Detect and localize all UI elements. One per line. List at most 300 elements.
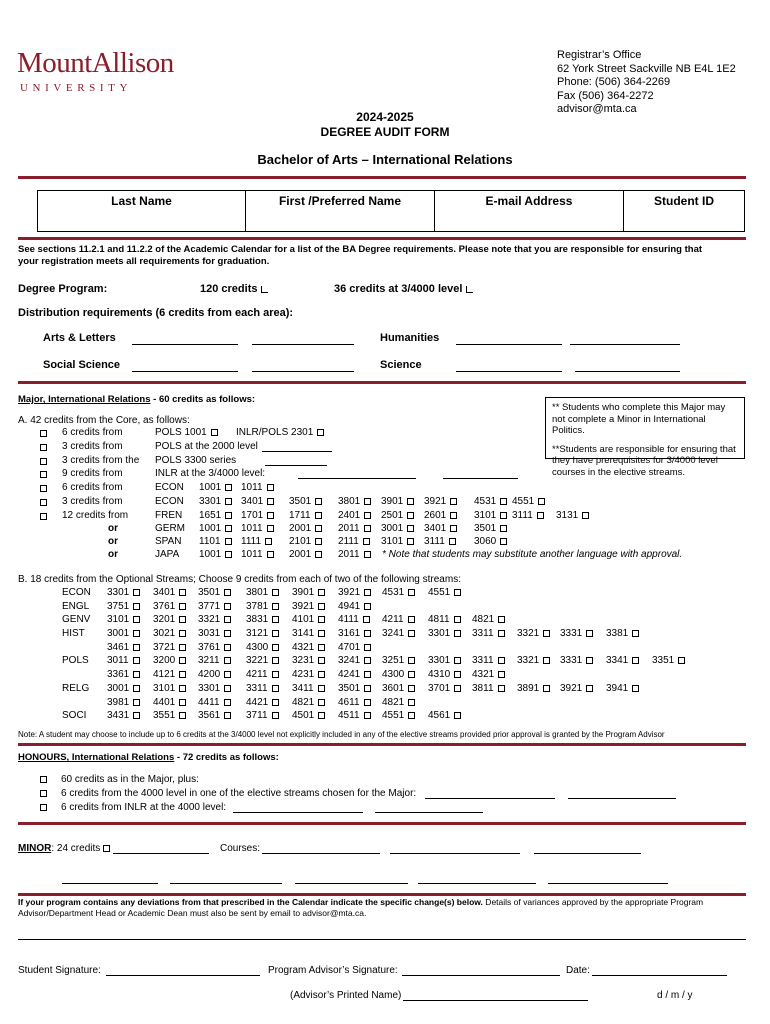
checkbox-icon[interactable] (265, 538, 272, 545)
arts-input-1[interactable] (132, 344, 238, 345)
checkbox-icon[interactable] (315, 525, 322, 532)
checkbox-icon[interactable] (318, 685, 325, 692)
checkbox-icon[interactable] (272, 644, 279, 651)
checkbox-icon[interactable] (40, 444, 47, 451)
checkbox-icon[interactable] (133, 671, 140, 678)
minor-course-input[interactable] (262, 853, 380, 854)
course-item: 3781 (246, 601, 279, 612)
course-item: 3921 (338, 587, 371, 598)
minor-course-input[interactable] (390, 853, 520, 854)
checkbox-icon[interactable] (454, 657, 461, 664)
office-email: advisor@mta.ca (557, 103, 637, 115)
checkbox-icon[interactable] (632, 657, 639, 664)
checkbox-icon[interactable] (454, 685, 461, 692)
course-item: 4200 (198, 669, 231, 680)
checkbox-icon[interactable] (224, 589, 231, 596)
checkbox-icon[interactable] (133, 616, 140, 623)
checkbox-icon[interactable] (224, 630, 231, 637)
checkbox-icon[interactable] (364, 699, 371, 706)
checkbox-icon[interactable] (40, 471, 47, 478)
checkbox-icon[interactable] (537, 512, 544, 519)
course-item: 3001 (107, 683, 140, 694)
core-credit-label: 12 credits from (62, 510, 129, 521)
social-input-1[interactable] (132, 371, 238, 372)
dept-label: GERM (155, 523, 185, 534)
checkbox-icon[interactable] (450, 512, 457, 519)
checkbox-icon[interactable] (408, 589, 415, 596)
minor-course-input[interactable] (62, 883, 158, 884)
checkbox-icon[interactable] (364, 712, 371, 719)
checkbox-icon[interactable] (407, 538, 414, 545)
course-item: 4231 (292, 669, 325, 680)
checkbox-icon[interactable] (133, 712, 140, 719)
course-item: 3761 (153, 601, 186, 612)
checkbox-icon[interactable] (224, 616, 231, 623)
checkbox-icon[interactable] (267, 498, 274, 505)
checkbox-icon[interactable] (318, 644, 325, 651)
core-input[interactable] (265, 465, 327, 466)
minor-input[interactable] (113, 853, 209, 854)
checkbox-icon[interactable] (40, 499, 47, 506)
checkbox-icon[interactable] (498, 657, 505, 664)
course-item: 2111 (338, 536, 370, 547)
course-item: 3501 (338, 683, 371, 694)
course-item: 4531 (382, 587, 415, 598)
checkbox-icon[interactable] (133, 603, 140, 610)
course-item: 3811 (472, 683, 505, 694)
checkbox-icon[interactable] (272, 699, 279, 706)
checkbox-icon[interactable] (543, 685, 550, 692)
checkbox-icon[interactable] (272, 657, 279, 664)
checkbox-icon[interactable] (179, 603, 186, 610)
checkbox-icon[interactable] (500, 498, 507, 505)
course-item: 3101 (107, 614, 140, 625)
course-item: 4211 (382, 614, 415, 625)
checkbox-icon[interactable] (318, 657, 325, 664)
checkbox-icon[interactable] (408, 685, 415, 692)
checkbox-icon[interactable] (500, 538, 507, 545)
prerequisite-note: **Students are responsible for ensuring that they have prerequisites for 3/4000 level courses in the elective streams. (552, 443, 736, 478)
course-item: 3901 (381, 496, 414, 507)
checkbox-icon[interactable] (498, 685, 505, 692)
course-item: 3241 (382, 628, 415, 639)
deviation-notice-2: Advisor/Department Head or Academic Dean must also be sent by email to advisor@mta.ca. (18, 908, 367, 918)
checkbox-icon[interactable] (272, 671, 279, 678)
humanities-label: Humanities (380, 332, 440, 344)
course-item: 4211 (246, 669, 279, 680)
checkbox-icon[interactable] (318, 630, 325, 637)
checkbox-icon[interactable] (133, 630, 140, 637)
checkbox-icon[interactable] (498, 616, 505, 623)
deviation-notice: If your program contains any deviations from that prescribed in the Calendar indicate the specific change(s) below. Details of variances approved by the appropriate Program (18, 897, 704, 907)
checkbox-icon[interactable] (179, 630, 186, 637)
course-item: 3771 (198, 601, 231, 612)
email-field[interactable]: E-mail Address (435, 191, 624, 232)
deviation-input[interactable] (18, 939, 746, 940)
science-input-2[interactable] (575, 371, 680, 372)
course-item: 3311 (472, 628, 505, 639)
course-item: 3721 (153, 642, 186, 653)
course-item: 3321 (517, 628, 550, 639)
honours-input[interactable] (233, 812, 363, 813)
requirements-notice-2: your registration meets all requirements for graduation. (18, 256, 270, 267)
course-item: 3401 (241, 496, 274, 507)
course-item: 3341 (606, 655, 639, 666)
course-item: 3201 (153, 614, 186, 625)
course-item: 2011 (338, 549, 371, 560)
divider (18, 743, 746, 746)
course-item: 3941 (606, 683, 639, 694)
checkbox-icon[interactable] (454, 630, 461, 637)
course-item: 4111 (338, 614, 370, 625)
advisor-printed-name-input[interactable] (403, 1000, 588, 1001)
course-item: 3801 (338, 496, 371, 507)
checkbox-icon[interactable] (364, 498, 371, 505)
checkbox-icon[interactable] (317, 429, 324, 436)
course-item: 3501 (289, 496, 322, 507)
course-item: 4821 (292, 697, 325, 708)
core-credit-label: 6 credits from (62, 427, 123, 438)
minor-course-input[interactable] (170, 883, 282, 884)
stream-label: ECON (62, 587, 91, 598)
stream-label: RELG (62, 683, 90, 694)
checkbox-icon[interactable] (133, 685, 140, 692)
core-input[interactable] (443, 478, 518, 479)
checkbox-icon[interactable] (224, 603, 231, 610)
course-item: 3200 (153, 655, 186, 666)
checkbox-icon[interactable] (261, 286, 268, 293)
course-item: 4101 (292, 614, 325, 625)
checkbox-icon[interactable] (224, 671, 231, 678)
checkbox-icon[interactable] (211, 429, 218, 436)
arts-input-2[interactable] (252, 344, 354, 345)
course-item: 3131 (556, 510, 589, 521)
checkbox-icon[interactable] (364, 551, 371, 558)
checkbox-icon[interactable] (225, 538, 232, 545)
course-item: 3321 (198, 614, 231, 625)
checkbox-icon[interactable] (364, 589, 371, 596)
course-item: 4551 (382, 710, 415, 721)
course-item: 4561 (428, 710, 461, 721)
course-item: 1011 (241, 523, 274, 534)
checkbox-icon[interactable] (179, 671, 186, 678)
dept-label: ECON (155, 496, 184, 507)
course-item: 3101 (474, 510, 507, 521)
checkbox-icon[interactable] (179, 644, 186, 651)
course-item: 3701 (428, 683, 461, 694)
core-credit-label: 3 credits from (62, 496, 123, 507)
course-item: 4501 (292, 710, 325, 721)
checkbox-icon[interactable] (363, 538, 370, 545)
honours-input[interactable] (375, 812, 483, 813)
course-item: 3401 (153, 587, 186, 598)
checkbox-icon[interactable] (179, 699, 186, 706)
checkbox-icon[interactable] (408, 699, 415, 706)
checkbox-icon[interactable] (133, 644, 140, 651)
course-item: 3891 (517, 683, 550, 694)
course-item: 3461 (107, 642, 140, 653)
checkbox-icon[interactable] (267, 551, 274, 558)
checkbox-icon[interactable] (586, 685, 593, 692)
course-item: 3121 (246, 628, 279, 639)
course-item: 3001 (107, 628, 140, 639)
checkbox-icon[interactable] (364, 603, 371, 610)
core-credit-label: 3 credits from the (62, 455, 140, 466)
humanities-input-1[interactable] (456, 344, 562, 345)
checkbox-icon[interactable] (40, 485, 47, 492)
checkbox-icon[interactable] (582, 512, 589, 519)
checkbox-icon[interactable] (315, 551, 322, 558)
checkbox-icon[interactable] (40, 776, 47, 783)
checkbox-icon[interactable] (318, 603, 325, 610)
checkbox-icon[interactable] (632, 685, 639, 692)
checkbox-icon[interactable] (40, 513, 47, 520)
course-item: 3011 (107, 655, 140, 666)
honours-input[interactable] (425, 798, 555, 799)
distribution-label: Distribution requirements (6 credits from each area): (18, 307, 294, 319)
checkbox-icon[interactable] (179, 589, 186, 596)
checkbox-icon[interactable] (272, 616, 279, 623)
course-item: 1011 (241, 482, 274, 493)
course-item: 3301 (198, 683, 231, 694)
degree-program-label: Degree Program: (18, 283, 108, 295)
course-item: 1001 (199, 482, 232, 493)
checkbox-icon[interactable] (40, 790, 47, 797)
minor-course-input[interactable] (295, 883, 408, 884)
checkbox-icon[interactable] (224, 644, 231, 651)
checkbox-icon[interactable] (586, 630, 593, 637)
honours-input[interactable] (568, 798, 676, 799)
checkbox-icon[interactable] (466, 286, 473, 293)
stream-label: HIST (62, 628, 85, 639)
stream-label: SOCI (62, 710, 87, 721)
checkbox-icon[interactable] (678, 657, 685, 664)
checkbox-icon[interactable] (267, 484, 274, 491)
checkbox-icon[interactable] (318, 712, 325, 719)
checkbox-icon[interactable] (272, 712, 279, 719)
checkbox-icon[interactable] (407, 512, 414, 519)
checkbox-icon[interactable] (40, 804, 47, 811)
course-item: 3401 (424, 523, 457, 534)
checkbox-icon[interactable] (363, 616, 370, 623)
course-item: 3351 (652, 655, 685, 666)
checkbox-icon[interactable] (179, 712, 186, 719)
checkbox-icon[interactable] (315, 498, 322, 505)
checkbox-icon[interactable] (408, 630, 415, 637)
course-item: 4121 (153, 669, 186, 680)
course-item: 1001 (199, 549, 232, 560)
course-item: 2001 (289, 549, 322, 560)
student-signature-label: Student Signature: (18, 965, 101, 976)
checkbox-icon[interactable] (224, 685, 231, 692)
science-input-1[interactable] (456, 371, 562, 372)
checkbox-icon[interactable] (450, 525, 457, 532)
elective-note: Note: A student may choose to include up to 6 credits at the 3/4000 level not explicitly included in any of the elective streams provided prior approval is granted by the Program Advisor (18, 730, 665, 739)
checkbox-icon[interactable] (272, 630, 279, 637)
course-item: 3060 (474, 536, 507, 547)
course-item: 4811 (428, 614, 461, 625)
checkbox-icon[interactable] (272, 685, 279, 692)
science-label: Science (380, 359, 422, 371)
advisor-printed-name-label: (Advisor’s Printed Name) (290, 990, 402, 1001)
divider (18, 822, 746, 825)
checkbox-icon[interactable] (318, 699, 325, 706)
advisor-signature-input[interactable] (402, 975, 560, 976)
core-course-text: POLS at the 2000 level (155, 441, 258, 452)
checkbox-icon[interactable] (454, 589, 461, 596)
core-credit-label: 3 credits from (62, 441, 123, 452)
checkbox-icon[interactable] (267, 525, 274, 532)
checkbox-icon[interactable] (454, 671, 461, 678)
course-item: 3231 (292, 655, 325, 666)
checkbox-icon[interactable] (267, 512, 274, 519)
course-item: 3101 (381, 536, 414, 547)
checkbox-icon[interactable] (454, 616, 461, 623)
checkbox-icon[interactable] (225, 512, 232, 519)
checkbox-icon[interactable] (498, 671, 505, 678)
honours-heading: HONOURS, International Relations - 72 credits as follows: (18, 752, 279, 763)
course-item: 3431 (107, 710, 140, 721)
checkbox-icon[interactable] (318, 616, 325, 623)
course-item: 4531 (474, 496, 507, 507)
course-item: 3221 (246, 655, 279, 666)
checkbox-icon[interactable] (498, 630, 505, 637)
student-id-field[interactable]: Student ID (624, 191, 745, 232)
major-heading: Major, International Relations - 60 credits as follows: (18, 394, 256, 405)
course-item: 1101 (199, 536, 232, 547)
checkbox-icon[interactable] (364, 512, 371, 519)
course-item: 4421 (246, 697, 279, 708)
minor-course-input[interactable] (534, 853, 641, 854)
checkbox-icon[interactable] (364, 671, 371, 678)
checkbox-icon[interactable] (449, 538, 456, 545)
course-item: 3381 (606, 628, 639, 639)
checkbox-icon[interactable] (408, 712, 415, 719)
checkbox-icon[interactable] (133, 589, 140, 596)
date-input[interactable] (592, 975, 727, 976)
course-item: 3801 (246, 587, 279, 598)
checkbox-icon[interactable] (40, 458, 47, 465)
language-substitute-note: * Note that students may substitute another language with approval. (382, 549, 683, 560)
course-item: 3161 (338, 628, 371, 639)
checkbox-icon[interactable] (103, 845, 110, 852)
last-name-field[interactable]: Last Name (38, 191, 246, 232)
course-item: 4551 (512, 496, 545, 507)
course-item: 3921 (560, 683, 593, 694)
honours-item: 6 credits from INLR at the 4000 level: (40, 802, 226, 813)
checkbox-icon[interactable] (179, 616, 186, 623)
course-item: 3111 (512, 510, 544, 521)
minor-courses-label: Courses: (220, 843, 261, 854)
checkbox-icon[interactable] (408, 657, 415, 664)
dept-label: SPAN (155, 536, 182, 547)
divider (18, 893, 746, 896)
course-item: 3301 (428, 628, 461, 639)
stream-label: GENV (62, 614, 91, 625)
checkbox-icon[interactable] (272, 589, 279, 596)
minor-course-input[interactable] (548, 883, 668, 884)
checkbox-icon[interactable] (364, 630, 371, 637)
checkbox-icon[interactable] (225, 551, 232, 558)
checkbox-icon[interactable] (224, 657, 231, 664)
checkbox-icon[interactable] (133, 657, 140, 664)
checkbox-icon[interactable] (586, 657, 593, 664)
first-name-field[interactable]: First /Preferred Name (246, 191, 435, 232)
checkbox-icon[interactable] (315, 512, 322, 519)
course-item: 3411 (292, 683, 325, 694)
checkbox-icon[interactable] (454, 712, 461, 719)
checkbox-icon[interactable] (543, 657, 550, 664)
checkbox-icon[interactable] (225, 525, 232, 532)
checkbox-icon[interactable] (538, 498, 545, 505)
course-item: 4821 (382, 697, 415, 708)
course-item: 3751 (107, 601, 140, 612)
course-item: 3561 (198, 710, 231, 721)
checkbox-icon[interactable] (224, 699, 231, 706)
checkbox-icon[interactable] (364, 657, 371, 664)
student-signature-input[interactable] (106, 975, 260, 976)
checkbox-icon[interactable] (364, 685, 371, 692)
course-item: 4241 (338, 669, 371, 680)
course-item: 3501 (474, 523, 507, 534)
checkbox-icon[interactable] (364, 644, 371, 651)
checkbox-icon[interactable] (408, 671, 415, 678)
checkbox-icon[interactable] (450, 498, 457, 505)
requirements-notice: See sections 11.2.1 and 11.2.2 of the Academic Calendar for a list of the BA Degree requirements. Please note that you are responsible for ensuring that (18, 244, 703, 255)
course-item: 3921 (292, 601, 325, 612)
checkbox-icon[interactable] (179, 657, 186, 664)
checkbox-icon[interactable] (315, 538, 322, 545)
checkbox-icon[interactable] (40, 430, 47, 437)
advisor-signature-label: Program Advisor’s Signature: (268, 965, 398, 976)
core-input[interactable] (262, 451, 332, 452)
checkbox-icon[interactable] (225, 484, 232, 491)
checkbox-icon[interactable] (407, 498, 414, 505)
checkbox-icon[interactable] (407, 525, 414, 532)
minor-line: MINOR: 24 credits (18, 843, 110, 854)
course-item: 1701 (241, 510, 274, 521)
checkbox-icon[interactable] (408, 616, 415, 623)
office-phone: Phone: (506) 364-2269 (557, 76, 671, 88)
social-input-2[interactable] (252, 371, 354, 372)
checkbox-icon[interactable] (224, 712, 231, 719)
course-item: 2011 (338, 523, 371, 534)
core-input[interactable] (358, 478, 416, 479)
checkbox-icon[interactable] (318, 589, 325, 596)
course-item: 4300 (246, 642, 279, 653)
office-name: Registrar’s Office (557, 49, 642, 61)
checkbox-icon[interactable] (543, 630, 550, 637)
checkbox-icon[interactable] (500, 512, 507, 519)
course-item: 4321 (472, 669, 505, 680)
form-title (235, 110, 535, 140)
core-course-text: POLS 3300 series (155, 455, 237, 466)
course-item: 3031 (198, 628, 231, 639)
checkbox-icon[interactable] (225, 498, 232, 505)
course-item: 1711 (289, 510, 322, 521)
checkbox-icon[interactable] (272, 603, 279, 610)
checkbox-icon[interactable] (133, 699, 140, 706)
humanities-input-2[interactable] (570, 344, 680, 345)
course-item: 1651 (199, 510, 232, 521)
checkbox-icon[interactable] (318, 671, 325, 678)
minor-course-input[interactable] (418, 883, 536, 884)
core-credit-label: 6 credits from (62, 482, 123, 493)
checkbox-icon[interactable] (632, 630, 639, 637)
checkbox-icon[interactable] (179, 685, 186, 692)
checkbox-icon[interactable] (364, 525, 371, 532)
checkbox-icon[interactable] (500, 525, 507, 532)
